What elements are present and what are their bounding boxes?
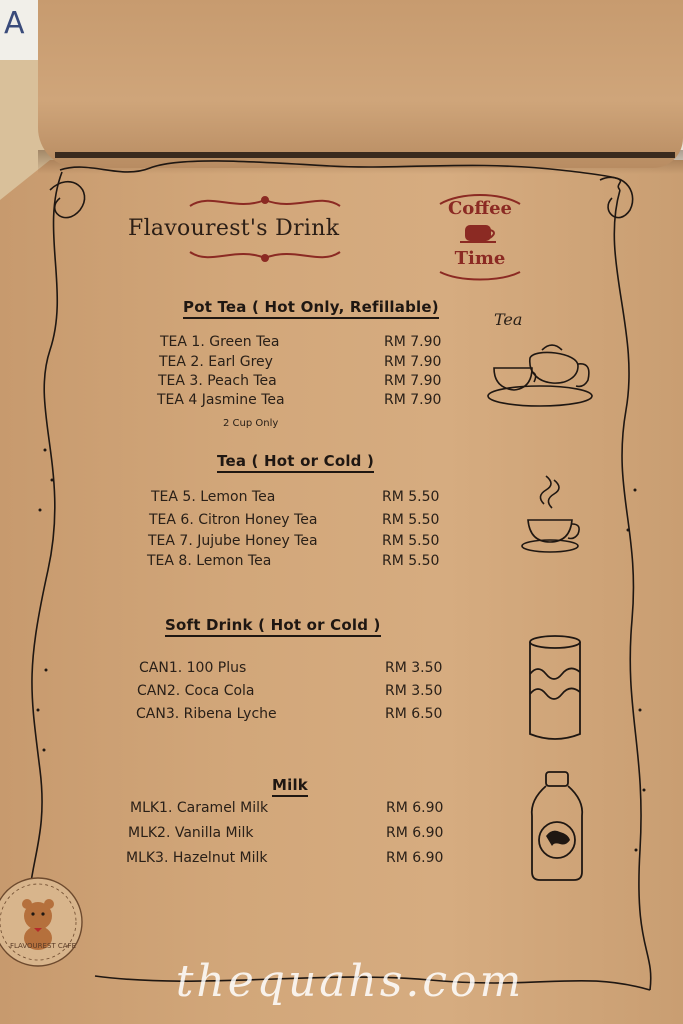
menu-row: [147, 553, 447, 575]
item-name: MLK1. Caramel Milk: [130, 800, 269, 816]
menu-title: Flavourest's Drink: [128, 216, 340, 241]
item-price: RM 7.90: [384, 373, 442, 389]
section-title-pot-tea: Pot Tea ( Hot Only, Refillable): [183, 298, 439, 319]
menu-row: [136, 706, 456, 728]
section-title-milk: Milk: [272, 776, 308, 797]
item-price: RM 6.50: [385, 706, 443, 722]
item-price: RM 3.50: [385, 660, 443, 676]
item-price: RM 7.90: [384, 392, 442, 408]
folded-page-flap: [38, 0, 683, 168]
item-name: TEA 7. Jujube Honey Tea: [148, 533, 318, 549]
item-price: RM 6.90: [386, 800, 444, 816]
ornament-top: [180, 188, 350, 214]
item-name: TEA 6. Citron Honey Tea: [149, 512, 318, 528]
section-title-tea: Tea ( Hot or Cold ): [217, 452, 374, 473]
item-price: RM 3.50: [385, 683, 443, 699]
section-title-soft-drink: Soft Drink ( Hot or Cold ): [165, 616, 381, 637]
menu-row: [130, 800, 460, 822]
item-price: RM 5.50: [382, 512, 440, 528]
item-price: RM 5.50: [382, 489, 440, 505]
corner-sticker: A: [0, 0, 40, 60]
item-name: MLK2. Vanilla Milk: [128, 825, 254, 841]
item-name: TEA 8. Lemon Tea: [147, 553, 272, 569]
spiral-binding: [55, 148, 675, 164]
stamp-text: FLAVOUREST CAFE: [9, 942, 77, 950]
menu-row: [126, 850, 456, 872]
item-price: RM 6.90: [386, 825, 444, 841]
menu-page: [0, 160, 683, 1024]
menu-row: [157, 392, 447, 414]
item-price: RM 5.50: [382, 553, 440, 569]
item-name: TEA 5. Lemon Tea: [151, 489, 276, 505]
item-price: RM 7.90: [384, 354, 442, 370]
ornament-bottom: [180, 244, 350, 270]
menu-row: [149, 512, 449, 534]
coffee-time-badge: [430, 190, 530, 282]
menu-row: [137, 683, 457, 705]
milk-bottle-icon: [528, 770, 586, 882]
menu-row: [151, 489, 451, 511]
item-name: MLK3. Hazelnut Milk: [126, 850, 268, 866]
item-name: TEA 4 Jasmine Tea: [157, 392, 285, 408]
tea-cup-icon: [518, 474, 584, 562]
menu-row: [128, 825, 458, 847]
item-name: TEA 3. Peach Tea: [158, 373, 277, 389]
item-price: RM 7.90: [384, 334, 442, 350]
teapot-icon: [482, 330, 600, 412]
menu-row: [160, 334, 450, 356]
item-name: CAN1. 100 Plus: [139, 660, 247, 676]
item-price: RM 5.50: [382, 533, 440, 549]
item-name: TEA 1. Green Tea: [160, 334, 280, 350]
item-name: CAN2. Coca Cola: [137, 683, 255, 699]
item-name: TEA 2. Earl Grey: [159, 354, 273, 370]
badge-line2: Time: [454, 248, 506, 269]
badge-line1: Coffee: [447, 198, 512, 219]
teapot-label: Tea: [494, 310, 523, 329]
pot-tea-note: 2 Cup Only: [223, 418, 279, 429]
item-name: CAN3. Ribena Lyche: [136, 706, 277, 722]
soda-can-icon: [524, 634, 586, 744]
cafe-logo-stamp: [0, 866, 96, 976]
watermark: thequahs.com: [175, 956, 525, 1007]
menu-row: [139, 660, 459, 682]
item-price: RM 6.90: [386, 850, 444, 866]
menu-row: [148, 533, 448, 555]
